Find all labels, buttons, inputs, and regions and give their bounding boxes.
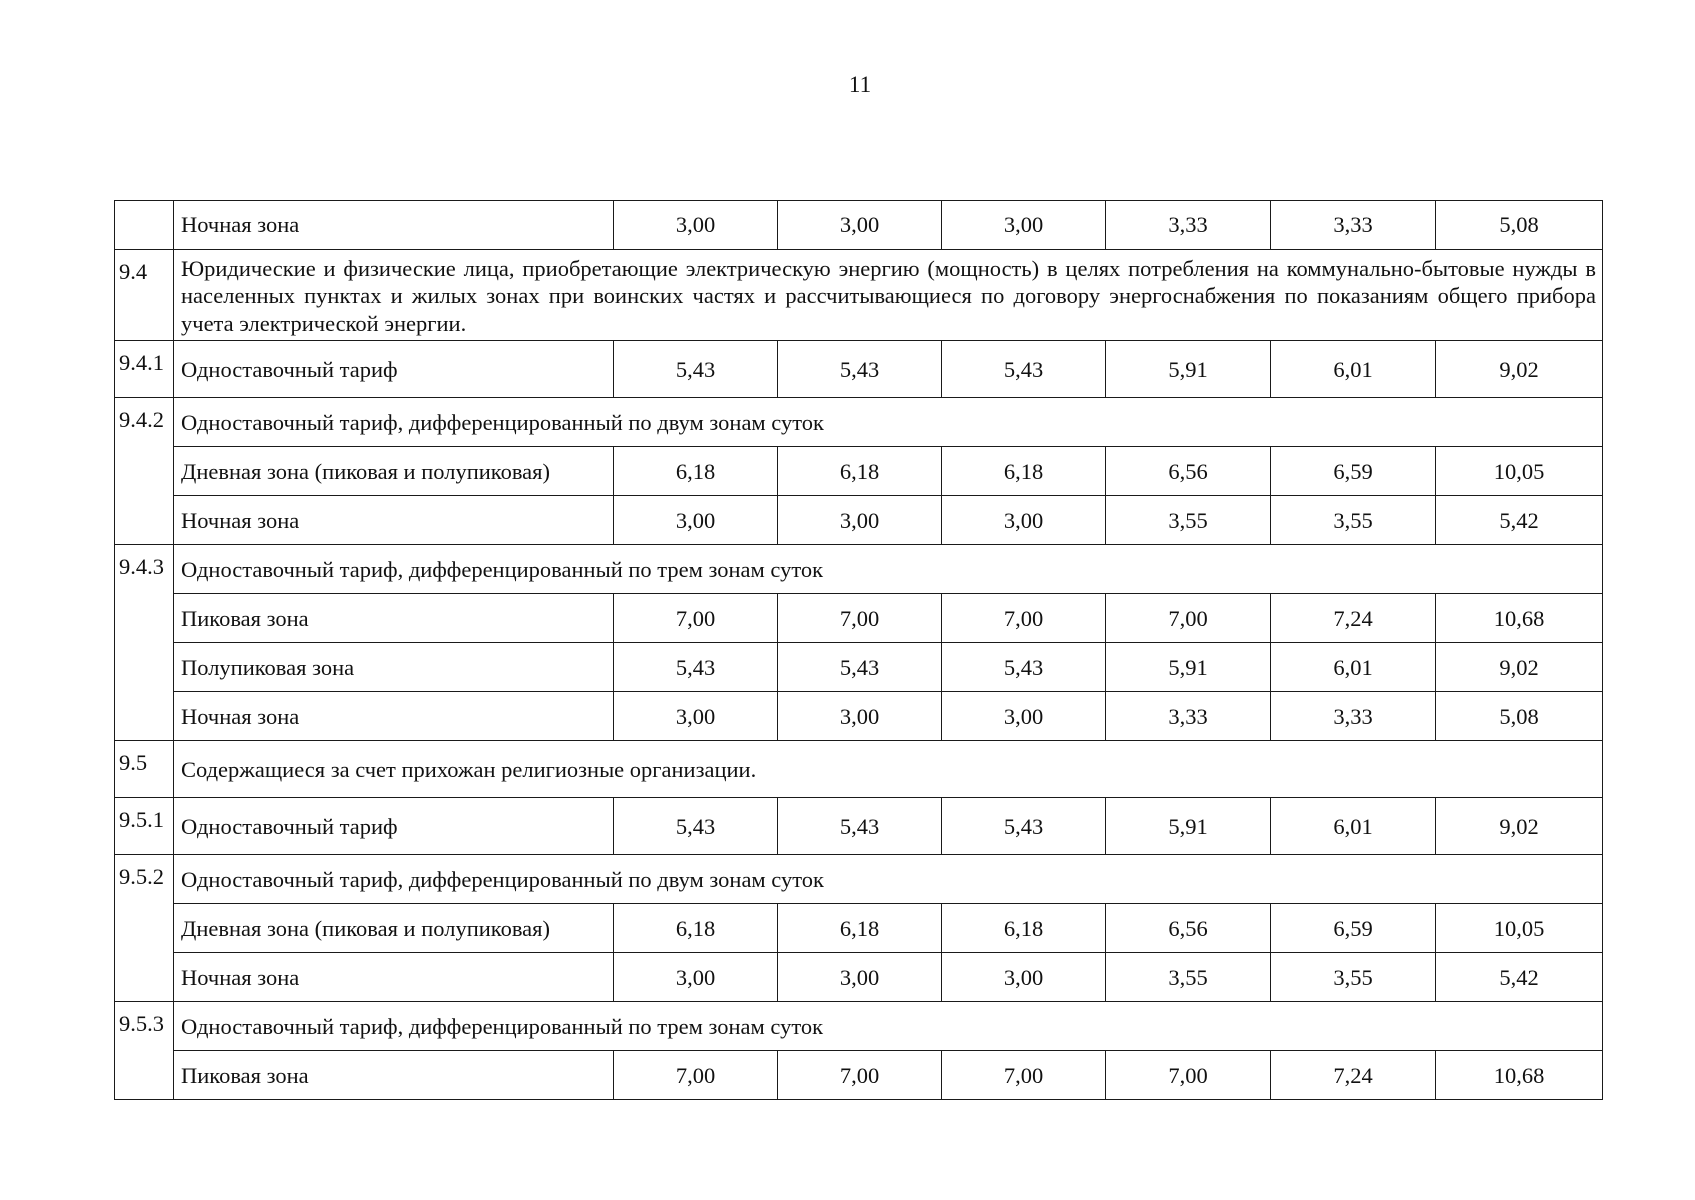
row-name-cell: Ночная зона	[174, 692, 614, 741]
row-name-cell: Пиковая зона	[174, 1051, 614, 1100]
table-row	[115, 643, 1603, 692]
value-cell: 5,91	[1106, 643, 1271, 692]
row-name-cell: Дневная зона (пиковая и полупиковая)	[174, 447, 614, 496]
subsection-header-row	[115, 545, 1603, 594]
subsection-header-row	[115, 855, 1603, 904]
value-cell: 3,00	[778, 201, 942, 250]
value-cell: 6,18	[942, 447, 1106, 496]
section-header-row	[115, 250, 1603, 341]
row-name-cell: Ночная зона	[174, 953, 614, 1002]
section-header-row	[115, 741, 1603, 798]
value-cell: 5,43	[614, 341, 778, 398]
value-cell: 7,00	[614, 594, 778, 643]
value-cell: 7,00	[942, 1051, 1106, 1100]
value-cell: 6,56	[1106, 904, 1271, 953]
row-name-cell: Полупиковая зона	[174, 643, 614, 692]
subsection-title-cell: Одноставочный тариф, дифференцированный по трем зонам суток	[174, 545, 1603, 594]
value-cell: 10,68	[1436, 1051, 1603, 1100]
row-number-cell: 9.5.2	[115, 855, 174, 1002]
value-cell: 5,42	[1436, 496, 1603, 545]
value-cell: 3,55	[1271, 496, 1436, 545]
value-cell: 10,05	[1436, 447, 1603, 496]
value-cell: 7,00	[1106, 1051, 1271, 1100]
value-cell: 3,33	[1271, 692, 1436, 741]
value-cell: 6,18	[614, 447, 778, 496]
value-cell: 7,00	[1106, 594, 1271, 643]
value-cell: 3,00	[942, 953, 1106, 1002]
value-cell: 6,56	[1106, 447, 1271, 496]
row-number-cell: 9.4.3	[115, 545, 174, 741]
tariff-table	[114, 200, 1603, 1100]
value-cell: 3,00	[942, 692, 1106, 741]
subsection-title-cell: Одноставочный тариф, дифференцированный по трем зонам суток	[174, 1002, 1603, 1051]
value-cell: 6,01	[1271, 341, 1436, 398]
value-cell: 7,00	[778, 594, 942, 643]
value-cell: 6,18	[778, 904, 942, 953]
value-cell: 3,55	[1271, 953, 1436, 1002]
value-cell: 3,00	[942, 201, 1106, 250]
subsection-title-cell: Одноставочный тариф, дифференцированный по двум зонам суток	[174, 855, 1603, 904]
value-cell: 6,18	[942, 904, 1106, 953]
value-cell: 5,91	[1106, 798, 1271, 855]
value-cell: 6,59	[1271, 904, 1436, 953]
row-number-cell: 9.5.1	[115, 798, 174, 855]
row-name-cell: Дневная зона (пиковая и полупиковая)	[174, 904, 614, 953]
table-row	[115, 447, 1603, 496]
table-row	[115, 496, 1603, 545]
section-title-cell: Юридические и физические лица, приобретающие электрическую энергию (мощность) в целях потребления на коммунально-бытовые нужды в населенных пунктах и жилых зонах при воинских частях и рассчитывающиеся по договору энергоснабжения по показаниям общего прибора учета электрической энергии.	[174, 250, 1603, 341]
table-row	[115, 201, 1603, 250]
table-row	[115, 341, 1603, 398]
value-cell: 3,55	[1106, 953, 1271, 1002]
value-cell: 3,00	[614, 692, 778, 741]
value-cell: 3,00	[778, 953, 942, 1002]
row-name-cell: Ночная зона	[174, 201, 614, 250]
value-cell: 10,05	[1436, 904, 1603, 953]
value-cell: 5,43	[942, 643, 1106, 692]
value-cell: 5,43	[614, 643, 778, 692]
value-cell: 3,00	[614, 953, 778, 1002]
value-cell: 5,43	[778, 643, 942, 692]
row-name-cell: Одноставочный тариф	[174, 798, 614, 855]
value-cell: 7,00	[614, 1051, 778, 1100]
value-cell: 5,08	[1436, 201, 1603, 250]
value-cell: 7,00	[942, 594, 1106, 643]
page-number: 11	[848, 72, 872, 97]
value-cell: 6,18	[778, 447, 942, 496]
value-cell: 3,00	[942, 496, 1106, 545]
subsection-title-cell: Одноставочный тариф, дифференцированный по двум зонам суток	[174, 398, 1603, 447]
row-name-cell: Одноставочный тариф	[174, 341, 614, 398]
value-cell: 7,24	[1271, 1051, 1436, 1100]
value-cell: 6,01	[1271, 798, 1436, 855]
row-number-cell: 9.4	[115, 250, 174, 341]
value-cell: 7,24	[1271, 594, 1436, 643]
value-cell: 9,02	[1436, 798, 1603, 855]
row-number-cell: 9.4.1	[115, 341, 174, 398]
value-cell: 5,43	[942, 798, 1106, 855]
value-cell: 3,00	[778, 692, 942, 741]
table-row	[115, 692, 1603, 741]
value-cell: 5,43	[778, 798, 942, 855]
table-row	[115, 904, 1603, 953]
value-cell: 5,43	[614, 798, 778, 855]
value-cell: 3,55	[1106, 496, 1271, 545]
value-cell: 7,00	[778, 1051, 942, 1100]
value-cell: 5,43	[778, 341, 942, 398]
row-name-cell: Пиковая зона	[174, 594, 614, 643]
value-cell: 10,68	[1436, 594, 1603, 643]
row-name-cell: Ночная зона	[174, 496, 614, 545]
subsection-header-row	[115, 398, 1603, 447]
table-row	[115, 798, 1603, 855]
row-number-cell: 9.5.3	[115, 1002, 174, 1100]
value-cell: 5,08	[1436, 692, 1603, 741]
row-number-cell: 9.5	[115, 741, 174, 798]
value-cell: 6,01	[1271, 643, 1436, 692]
table-row	[115, 1051, 1603, 1100]
section-title-cell: Содержащиеся за счет прихожан религиозные организации.	[174, 741, 1603, 798]
value-cell: 3,33	[1106, 692, 1271, 741]
value-cell: 6,59	[1271, 447, 1436, 496]
value-cell: 3,00	[778, 496, 942, 545]
value-cell: 3,33	[1106, 201, 1271, 250]
table-row	[115, 953, 1603, 1002]
value-cell: 5,42	[1436, 953, 1603, 1002]
table-row	[115, 594, 1603, 643]
value-cell: 9,02	[1436, 643, 1603, 692]
subsection-header-row	[115, 1002, 1603, 1051]
value-cell: 5,91	[1106, 341, 1271, 398]
row-number-cell: 9.4.2	[115, 398, 174, 545]
value-cell: 3,00	[614, 496, 778, 545]
row-number-cell	[115, 201, 174, 250]
value-cell: 9,02	[1436, 341, 1603, 398]
value-cell: 3,00	[614, 201, 778, 250]
value-cell: 5,43	[942, 341, 1106, 398]
value-cell: 3,33	[1271, 201, 1436, 250]
value-cell: 6,18	[614, 904, 778, 953]
